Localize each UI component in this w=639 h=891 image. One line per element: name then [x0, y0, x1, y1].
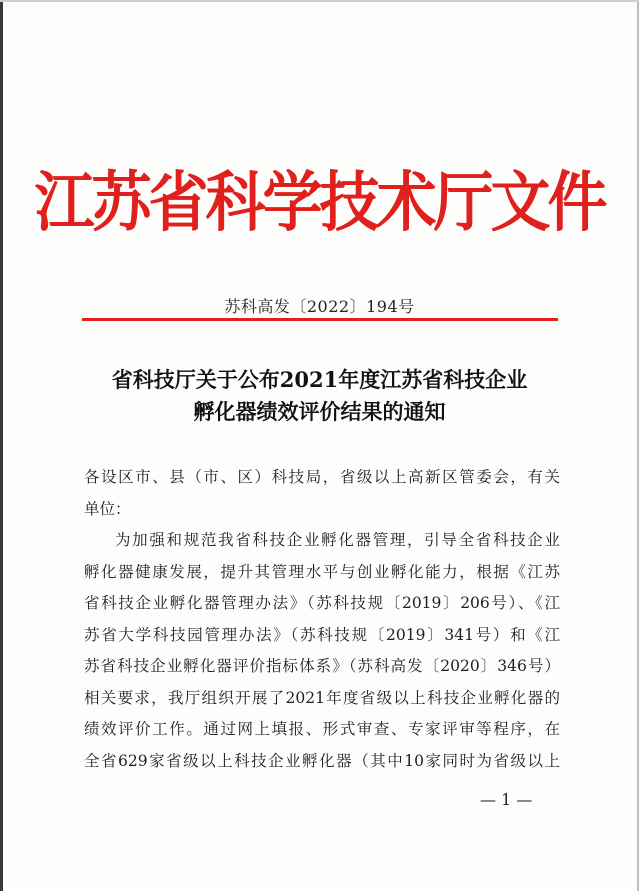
page-number: — 1 —: [480, 790, 533, 809]
body-line: 孵化器健康发展，提升其管理水平与创业孵化能力，根据《江苏: [84, 562, 560, 581]
body-line: 绩效评价工作。通过网上填报、形式审查、专家评审等程序，在: [84, 720, 560, 738]
issuer-header-title: 江苏省科学技术厅文件: [34, 165, 605, 241]
document-body: [84, 462, 560, 777]
document-title: [0, 364, 639, 428]
page-edge: [0, 0, 639, 2]
body-line: 为加强和规范我省科技企业孵化器管理，引导全省科技企业: [115, 531, 560, 549]
header-divider: [82, 318, 558, 321]
body-line: 省科技企业孵化器管理办法》（苏科技规〔2019〕206号）、《江: [84, 594, 560, 612]
page-edge: [0, 0, 3, 891]
body-line: 全省629家省级以上科技企业孵化器（其中10家同时为省级以上: [84, 751, 560, 770]
body-line: 苏省大学科技园管理办法》（苏科技规〔2019〕341号）和《江: [84, 625, 560, 644]
document-title-line: 省科技厅关于公布2021年度江苏省科技企业: [111, 367, 528, 392]
salutation-line: 各设区市、县（市、区）科技局，省级以上高新区管委会，有关: [84, 468, 560, 486]
document-number: 苏科高发〔2022〕194号: [224, 297, 415, 316]
document-title-line: 孵化器绩效评价结果的通知: [193, 399, 446, 424]
salutation-line: 单位：: [84, 499, 131, 518]
body-line: 苏省科技企业孵化器评价指标体系》（苏科高发〔2020〕346号）: [84, 657, 560, 675]
body-line: 相关要求，我厅组织开展了2021年度省级以上科技企业孵化器的: [84, 688, 560, 707]
